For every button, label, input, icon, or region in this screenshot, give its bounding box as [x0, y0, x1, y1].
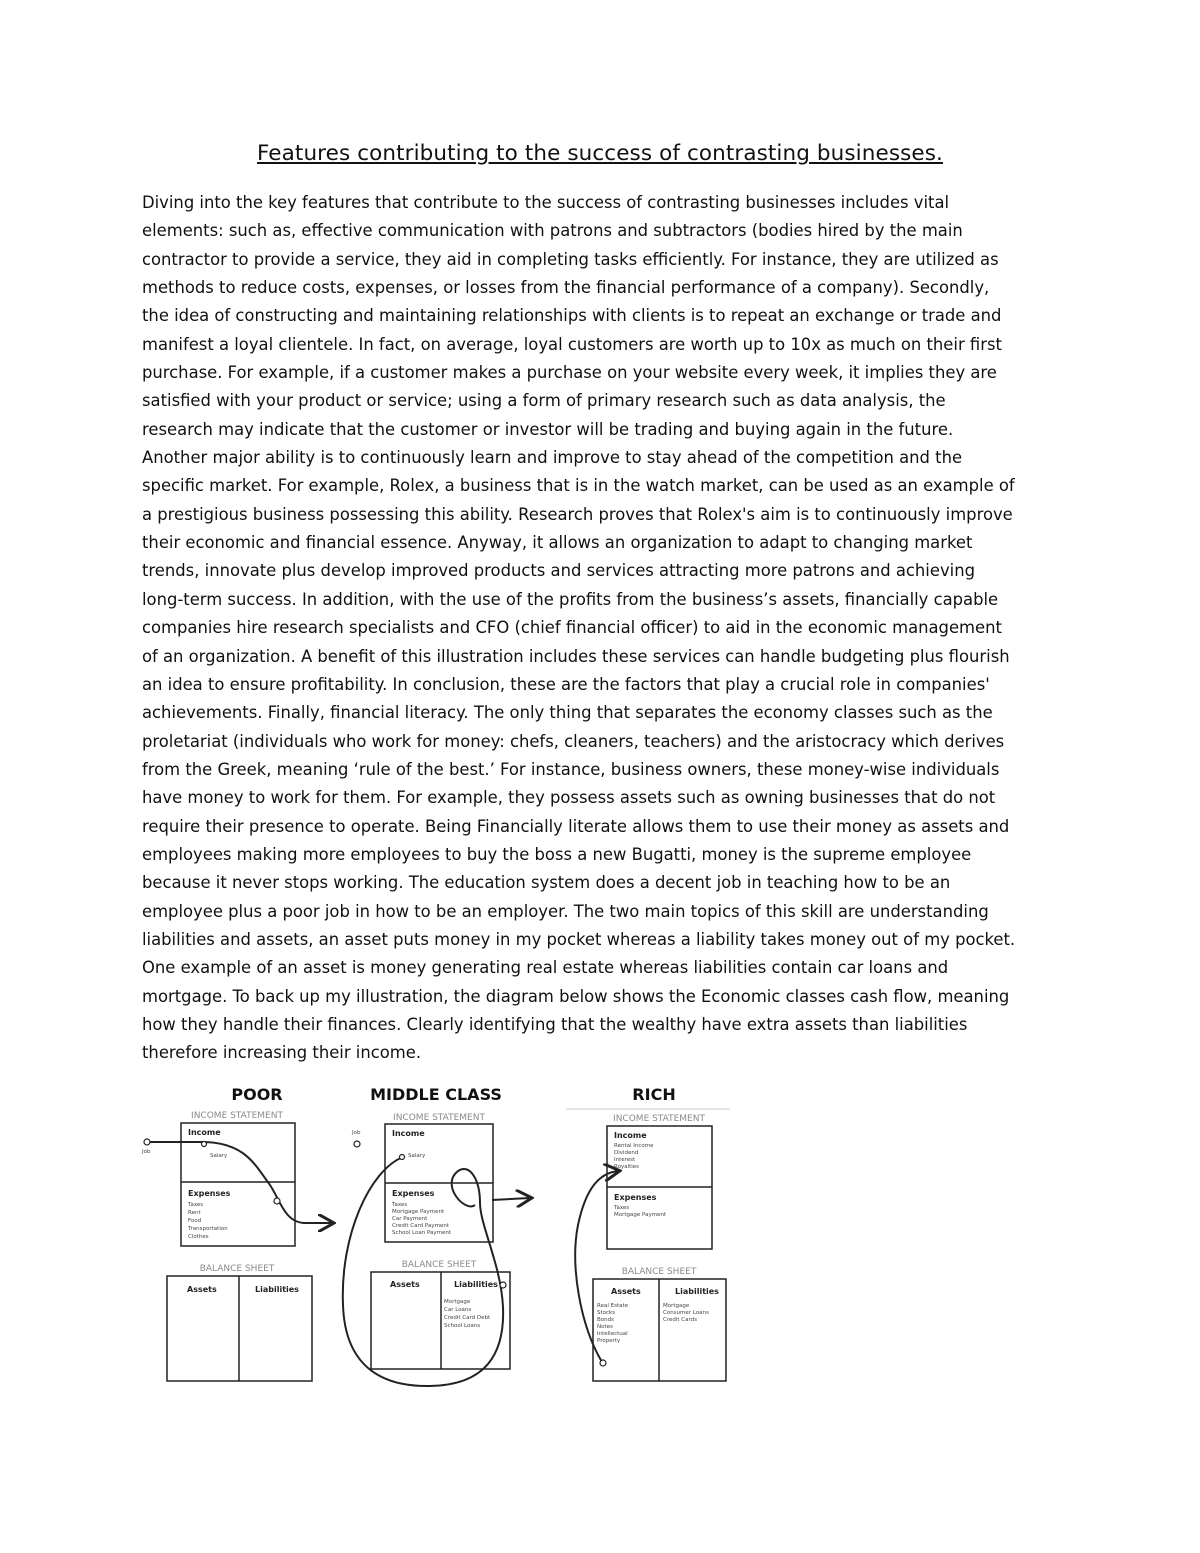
expense-item: Car Payment: [392, 1216, 428, 1222]
poor-panel: [141, 1085, 332, 1381]
paragraph-line: the idea of constructing and maintaining relationships with clients is to repeat an exchange or trade and: [142, 306, 1002, 326]
expense-item: Clothes: [188, 1234, 209, 1240]
flow-node: [202, 1142, 207, 1147]
flow-node: [400, 1155, 405, 1160]
paragraph-line: of an organization. A benefit of this illustration includes these services can handle budgeting plus flourish: [142, 646, 1010, 666]
job-node: [144, 1139, 150, 1145]
rich-heading: RICH: [632, 1085, 676, 1104]
expense-item: Credit Card Payment: [392, 1223, 449, 1229]
middle-class-heading: MIDDLE CLASS: [370, 1085, 502, 1104]
income-item: Interest: [614, 1157, 636, 1163]
document-title: Features contributing to the success of contrasting businesses.: [257, 141, 943, 166]
asset-item: Bonds: [597, 1317, 614, 1323]
paragraph-line: therefore increasing their income.: [142, 1043, 422, 1063]
paragraph-line: liabilities and assets, an asset puts money in my pocket whereas a liability takes money out of my pocket.: [142, 929, 1016, 949]
poor-liabilities-label: Liabilities: [255, 1285, 299, 1294]
rich-income-label: Income: [614, 1131, 647, 1140]
asset-item: Stocks: [597, 1310, 616, 1316]
middle-outflow-arrow: [492, 1198, 530, 1200]
expense-item: Rent: [188, 1210, 201, 1216]
body-paragraph: [142, 189, 1067, 1068]
paragraph-line: One example of an asset is money generating real estate whereas liabilities contain car loans and: [142, 958, 949, 978]
paragraph-line: long-term success. In addition, with the use of the profits from the business’s assets, financially capable: [142, 589, 999, 609]
poor-assets-label: Assets: [187, 1285, 217, 1294]
paragraph-line: manifest a loyal clientele. In fact, on average, loyal customers are worth up to 10x as much on their first: [142, 334, 1002, 354]
paragraph-line: satisfied with your product or service; using a form of primary research such as data analysis, the: [142, 391, 946, 411]
middle-income-statement-label: INCOME STATEMENT: [393, 1113, 485, 1123]
rich-income-statement-label: INCOME STATEMENT: [613, 1114, 705, 1124]
paragraph-line: employee plus a poor job in how to be an employer. The two main topics of this skill are understanding: [142, 901, 989, 921]
expense-item: Taxes: [188, 1202, 204, 1208]
liability-item: Mortgage: [663, 1303, 690, 1309]
expense-item: Food: [188, 1218, 202, 1224]
flow-node: [500, 1282, 506, 1288]
rich-panel: [566, 1085, 730, 1381]
asset-item: Real Estate: [597, 1303, 629, 1309]
middle-income-label: Income: [392, 1129, 425, 1138]
asset-item: Intellectual: [597, 1331, 628, 1337]
poor-income-statement-label: INCOME STATEMENT: [191, 1111, 283, 1121]
expense-item: Transportation: [188, 1226, 228, 1232]
middle-salary-label: Salary: [408, 1153, 426, 1159]
rich-liabilities-label: Liabilities: [675, 1287, 719, 1296]
poor-balance-sheet-label: BALANCE SHEET: [199, 1264, 275, 1274]
rich-balance-sheet-label: BALANCE SHEET: [621, 1267, 697, 1277]
paragraph-line: methods to reduce costs, expenses, or losses from the financial performance of a company). Secondly,: [142, 278, 990, 298]
paragraph-line: proletariat (individuals who work for money: chefs, cleaners, teachers) and the aristocracy which derives: [142, 731, 1005, 751]
paragraph-line: because it never stops working. The education system does a decent job in teaching how to be an: [142, 873, 951, 893]
asset-item: Notes: [597, 1324, 613, 1330]
expense-item: Mortgage Payment: [392, 1209, 445, 1215]
poor-job-label: Job: [142, 1149, 151, 1155]
paragraph-line: Another major ability is to continuously learn and improve to stay ahead of the competition and the: [142, 448, 963, 468]
paragraph-line: research may indicate that the customer or investor will be trading and buying again in the future.: [142, 419, 954, 439]
paragraph-line: from the Greek, meaning ‘rule of the best.’ For instance, business owners, these money-wise individuals: [142, 759, 1000, 779]
job-node: [354, 1141, 360, 1147]
flow-node: [600, 1360, 606, 1366]
liability-item: Credit Cards: [663, 1317, 698, 1323]
expense-item: Taxes: [392, 1202, 408, 1208]
poor-income-label: Income: [188, 1128, 221, 1137]
paragraph-line: elements: such as, effective communication with patrons and subtractors (bodies hired by the main: [142, 221, 963, 241]
paragraph-line: employees making more employees to buy the boss a new Bugatti, money is the supreme employee: [142, 844, 972, 864]
rich-expenses-label: Expenses: [614, 1193, 657, 1202]
paragraph-line: a prestigious business possessing this ability. Research proves that Rolex's aim is to continuously improve: [142, 504, 1013, 524]
paragraph-line: have money to work for them. For example, they possess assets such as owning businesses that do not: [142, 788, 996, 808]
middle-expenses-label: Expenses: [392, 1189, 435, 1198]
paragraph-line: how they handle their finances. Clearly identifying that the wealthy have extra assets than liabilities: [142, 1014, 968, 1034]
income-item: Royalties: [614, 1164, 640, 1170]
middle-job-label: Job: [352, 1130, 361, 1136]
paragraph-line: trends, innovate plus develop improved products and services attracting more patrons and achieving: [142, 561, 975, 581]
expense-item: Taxes: [614, 1205, 630, 1211]
middle-class-panel: [343, 1085, 530, 1386]
income-item: Rental Income: [614, 1143, 654, 1149]
paragraph-line: purchase. For example, if a customer makes a purchase on your website every week, it implies they are: [142, 363, 997, 383]
middle-assets-label: Assets: [390, 1280, 420, 1289]
liability-item: Consumer Loans: [663, 1310, 709, 1316]
paragraph-line: Diving into the key features that contribute to the success of contrasting businesses includes vital: [142, 193, 950, 212]
asset-item: Property: [597, 1338, 621, 1344]
liability-item: Credit Card Debt: [444, 1315, 491, 1321]
flow-node: [274, 1198, 280, 1204]
paragraph-line: achievements. Finally, financial literacy. The only thing that separates the economy classes such as the: [142, 703, 993, 723]
poor-expenses-label: Expenses: [188, 1189, 231, 1198]
middle-balance-sheet-label: BALANCE SHEET: [401, 1260, 477, 1270]
middle-liabilities-label: Liabilities: [454, 1280, 498, 1289]
paragraph-line: companies hire research specialists and CFO (chief financial officer) to aid in the economic management: [142, 618, 1002, 638]
paragraph-line: specific market. For example, Rolex, a business that is in the watch market, can be used as an example of: [142, 476, 1015, 496]
liability-item: Mortgage: [444, 1299, 471, 1305]
rich-assets-label: Assets: [611, 1287, 641, 1296]
paragraph-line: contractor to provide a service, they aid in completing tasks efficiently. For instance, they are utilized as: [142, 249, 999, 269]
expense-item: Mortgage Payment: [614, 1212, 667, 1218]
paragraph-line: require their presence to operate. Being Financially literate allows them to use their money as assets and: [142, 816, 1010, 836]
liability-item: Car Loans: [444, 1307, 472, 1313]
paragraph-line: their economic and financial essence. Anyway, it allows an organization to adapt to changing market: [142, 533, 973, 553]
expense-item: School Loan Payment: [392, 1230, 452, 1236]
paragraph-line: an idea to ensure profitability. In conclusion, these are the factors that play a crucial role in companies': [142, 674, 990, 694]
cash-flow-diagram: [140, 1075, 740, 1395]
income-item: Dividend: [614, 1150, 639, 1156]
paragraph-line: mortgage. To back up my illustration, the diagram below shows the Economic classes cash flow, meaning: [142, 986, 1010, 1006]
poor-heading: POOR: [231, 1085, 283, 1104]
liability-item: School Loans: [444, 1323, 481, 1329]
poor-salary-label: Salary: [210, 1153, 228, 1159]
